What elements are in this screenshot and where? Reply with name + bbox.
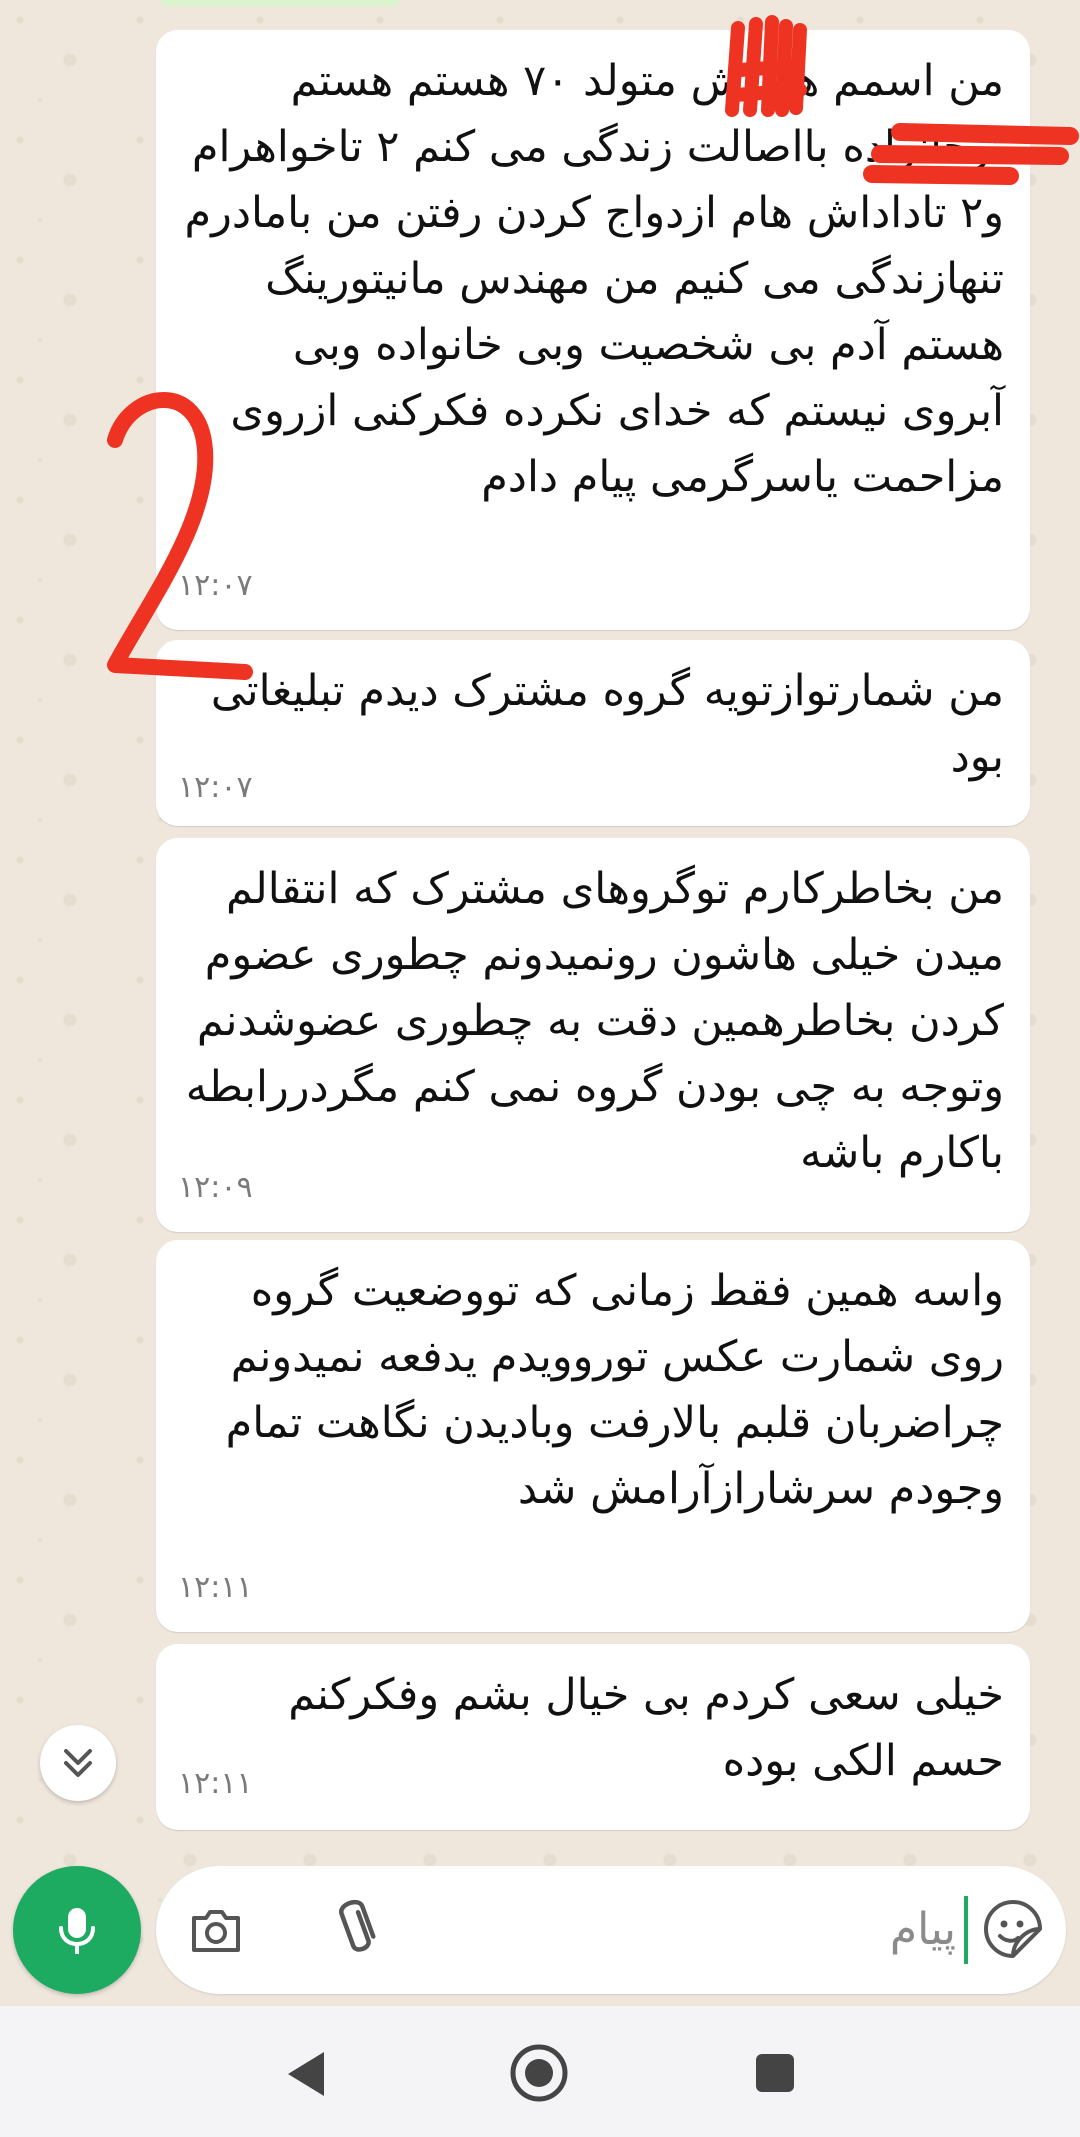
message-time: ۱۲:۱۱ [178,1766,253,1801]
message-text: من شمارتوازتویه گروه مشترک دیدم تبلیغاتی بود [210,666,1004,782]
circle-home-icon[interactable] [508,2042,570,2104]
message-bubble[interactable] [156,30,1030,630]
message-bubble[interactable] [156,1240,1030,1632]
double-chevron-down-icon [58,1743,98,1783]
message-bubble[interactable] [156,838,1030,1232]
message-composer[interactable] [156,1866,1066,1994]
message-bubble[interactable] [156,1644,1030,1830]
paperclip-icon[interactable] [326,1896,386,1964]
message-text: خیلی سعی کردم بی خیال بشم وفکرکنم حسم الکی بوده [288,1670,1004,1786]
triangle-back-icon[interactable] [282,2048,328,2100]
message-text: من اسمم هستش متولد ۷۰ هستم هستم توخانواده بااصالت زندگی می کنم ۲ تاخواهرام و۲ تاداداش هام ازدواج کردن رفتن من بامادرم تنهازندگی می کنیم من مهندس مانیتورینگ هستم آدم بی شخصیت وبی خانواده وبی آبروی نیستم که خدای نکرده فکرکنی ازروی مزاحمت یاسرگرمی پیام دادم [184,56,1004,502]
text-cursor [964,1896,968,1964]
previous-message-edge [160,0,400,6]
microphone-icon [49,1902,105,1958]
message-time: ۱۲:۰۹ [178,1170,253,1205]
message-text: من بخاطرکارم توگروهای مشترک که انتقالم میدن خیلی هاشون رونمیدونم چطوری عضوم کردن بخاطرهمین دقت به چطوری عضوشدنم وتوجه به چی بودن گروه نمی کنم مگردررابطه باکارم باشه [185,864,1004,1178]
voice-message-button[interactable] [13,1866,141,1994]
system-navigation-bar [0,2006,1080,2137]
sticker-icon[interactable] [980,1896,1046,1962]
message-time: ۱۲:۰۷ [178,568,253,603]
camera-icon[interactable] [186,1900,246,1960]
message-bubble[interactable] [156,640,1030,826]
scroll-to-bottom-button[interactable] [40,1725,116,1801]
message-text: واسه همین فقط زمانی که تووضعیت گروه روی شمارت عکس توروویدم یدفعه نمیدونم چراضربان قلبم بالارفت وبادیدن نگاهت تمام وجودم سرشارازآرامش شد [225,1266,1004,1514]
message-time: ۱۲:۰۷ [178,770,253,805]
message-input[interactable]: پیام [889,1904,956,1955]
square-recents-icon[interactable] [754,2052,796,2094]
message-time: ۱۲:۱۱ [178,1570,253,1605]
